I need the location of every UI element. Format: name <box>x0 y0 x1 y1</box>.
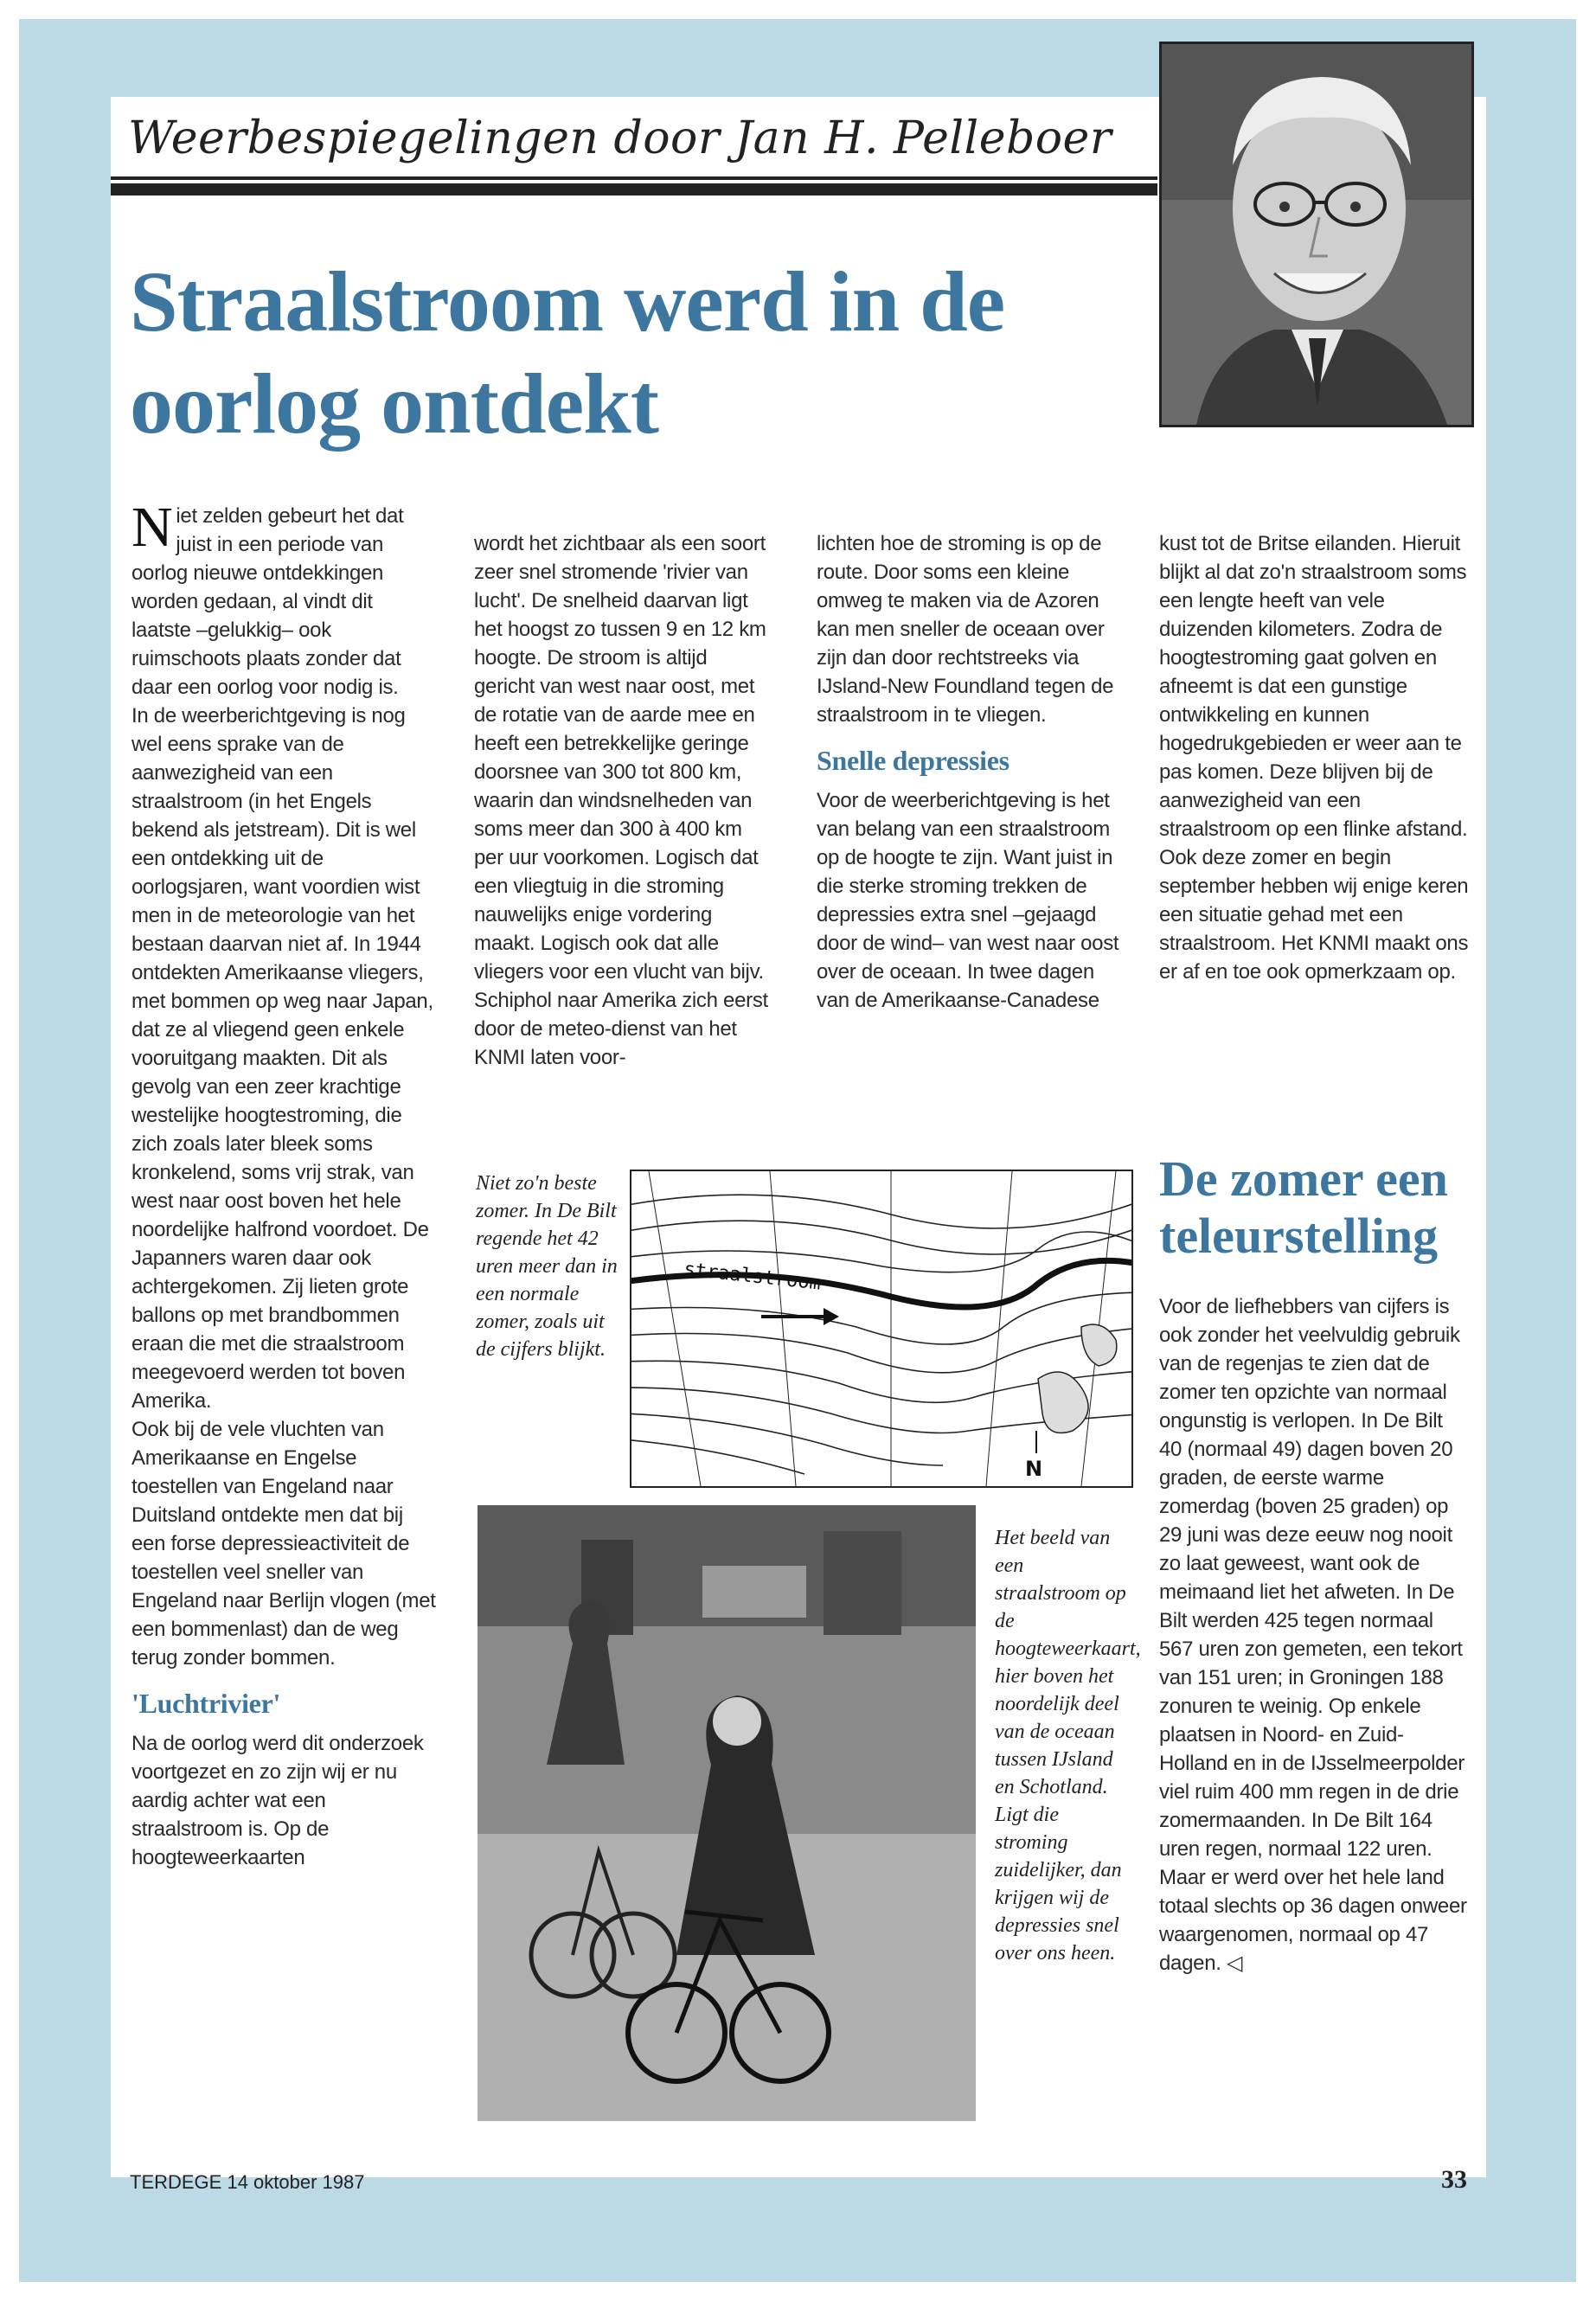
col1-paragraph-2: In de weerberichtgeving is nog wel eens sprake van de aanwezigheid van een straalstroom (in het Engels bekend als jetstream). Dit is wel een ontdekking uit de oorlogsjaren, want voordien wist men in de meteorologie van het bestaan daarvan niet af. In 1944 ontdekten Amerikaanse vliegers, met bommen op weg naar Japan, dat ze al vliegend geen enkele vooruitgang maakten. Dit als gevolg van een zeer krachtige westelijke hoogtestroming, die zich zoals later bleek soms kronkelend, soms vrij strak, van west naar oost boven het hele noordelijke halfrond voordoet. De Japanners waren daar ook achtergekomen. Zij lieten grote ballons op met brandbommen eraan die met die straalstroom meegevoerd werden tot boven Amerika. <box>131 704 433 1413</box>
col1-paragraph-3: Ook bij de vele vluchten van Amerikaanse en Engelse toestellen van Engeland naar Duitsland ontdekte men dat bij een forse depressieactiviteit de toestellen veel sneller van Engeland naar Berlijn vlogen (met een bommenlast) dan de weg terug zonder bommen. <box>131 1418 436 1670</box>
map-caption: Het beeld van een straalstroom op de hoogteweerkaart, hier boven het noordelijk deel van de oceaan tussen IJsland en Schotland. Ligt die stroming zuidelijker, dan krijgen wij de depressies snel over ons heen. <box>995 1527 1141 1965</box>
col1-paragraph-1: Niet zelden gebeurt het dat juist in een periode van oorlog nieuwe ontdekkingen worden gedaan, al vindt dit laatste –gelukkig– ook ruimschoots plaats zonder dat daar een oorlog voor nodig is. <box>131 496 404 699</box>
photo-illustration <box>478 1505 976 2121</box>
column-4 <box>1159 529 1471 986</box>
header-rule-thick <box>111 183 1157 195</box>
portrait-illustration <box>1162 44 1471 425</box>
column-1 <box>131 496 436 1872</box>
isobar-map <box>631 1171 1131 1486</box>
col2-paragraph: wordt het zichtbaar als een soort zeer snel stromende 'rivier van lucht'. De snelheid daarvan ligt het hoogst zo tussen 9 en 12 km hoogte. De stroom is altijd gericht van west naar oost, met de rotatie van de aarde mee en heeft een betrekkelijke geringe doorsnee van 300 tot 800 km, waarin dan windsnelheden van soms meer dan 300 à 400 km per uur voorkomen. Logisch dat een vliegtuig in die stroming nauwelijks enige vordering maakt. Logisch ook dat alle vliegers voor een vlucht van bijv. Schiphol naar Amerika zich eerst door de meteo-dienst van het KNMI laten voor- <box>474 532 768 1069</box>
jetstream-weather-map <box>630 1170 1133 1488</box>
col1-paragraph-4: Na de oorlog werd dit onderzoek voortgezet en zo zijn wij er nu aardig achter wat een straalstroom is. Op de hoogteweerkaarten <box>131 1732 424 1869</box>
publication-footer: TERDEGE 14 oktober 1987 <box>130 2171 365 2193</box>
col4-paragraph-1: kust tot de Britse eilanden. Hieruit blijkt al dat zo'n straalstroom soms een lengte heeft van vele duizenden kilometers. Zodra de hoogtestroming gaat golven en afneemt is dat een gunstige ontwikkeling en kunnen hogedrukgebieden er weer aan te pas komen. Deze blijven bij de aanwezigheid van een straalstroom op een flinke afstand. Ook deze zomer en begin september hebben wij enige keren een situatie gehad met een straalstroom. Het KNMI maakt ons er af en toe ook opmerkzaam op. <box>1159 532 1469 984</box>
article-headline: Straalstroom werd in de oorlog ontdekt <box>130 253 1005 452</box>
subhead-snelle-depressies: Snelle depressies <box>817 745 1010 776</box>
column-3 <box>817 529 1121 1015</box>
column-4-continued <box>1159 1292 1471 1977</box>
drop-cap: N <box>131 496 173 559</box>
header-rule-thin <box>111 176 1157 180</box>
north-indicator: N <box>1025 1457 1043 1481</box>
author-portrait <box>1159 42 1474 427</box>
series-title: Weerbespiegelingen door Jan H. Pelleboer <box>128 112 1112 164</box>
subhead-luchtrivier: 'Luchtrivier' <box>131 1688 281 1719</box>
photo-caption: Niet zo'n beste zomer. In De Bilt regende het 42 uren meer dan in een normale zomer, zoals uit de cijfers blijkt. <box>476 1172 618 1361</box>
map-label: straalstroom <box>683 1259 823 1295</box>
cyclists-in-rain-photo <box>478 1505 976 2121</box>
column-2 <box>474 529 772 1072</box>
page-number: 33 <box>1441 2165 1467 2194</box>
col3-paragraph-2: Voor de weerberichtgeving is het van belang van een straalstroom op de hoogte te zijn. Want juist in die sterke stroming trekken de depressies extra snel –gejaagd door de wind– van west naar oost over de oceaan. In twee dagen van de Amerikaanse-Canadese <box>817 789 1119 1012</box>
col4-paragraph-2: Voor de liefhebbers van cijfers is ook zonder het veelvuldig gebruik van de regenjas te zien dat de zomer ten opzichte van normaal ongunstig is verlopen. In De Bilt 40 (normaal 49) dagen boven 20 graden, de eerste warme zomerdag (boven 25 graden) op 29 juni was deze eeuw nog nooit zo laat geweest, want ook de meimaand liet het afweten. In De Bilt werden 425 tegen normaal 567 uren zon gemeten, een tekort van 151 uren; in Groningen 188 zonuren te weinig. Op enkele plaatsen in Noord- en Zuid-Holland en in de IJsselmeerpolder viel ruim 400 mm regen in de drie zomermaanden. In De Bilt 164 uren regen, normaal 122 uren. Maar er werd over het hele land totaal slechts op 36 dagen onweer waargenomen, normaal op 47 dagen. ◁ <box>1159 1295 1467 1975</box>
col3-paragraph-1: lichten hoe de stroming is op de route. Door soms een kleine omweg te maken via de Azoren kan men sneller de oceaan over zijn dan door rechtstreeks via IJsland-New Foundland tegen de straalstroom in te vliegen. <box>817 532 1114 727</box>
subhead-zomer-teleurstelling: De zomer een teleurstelling <box>1159 1150 1448 1264</box>
